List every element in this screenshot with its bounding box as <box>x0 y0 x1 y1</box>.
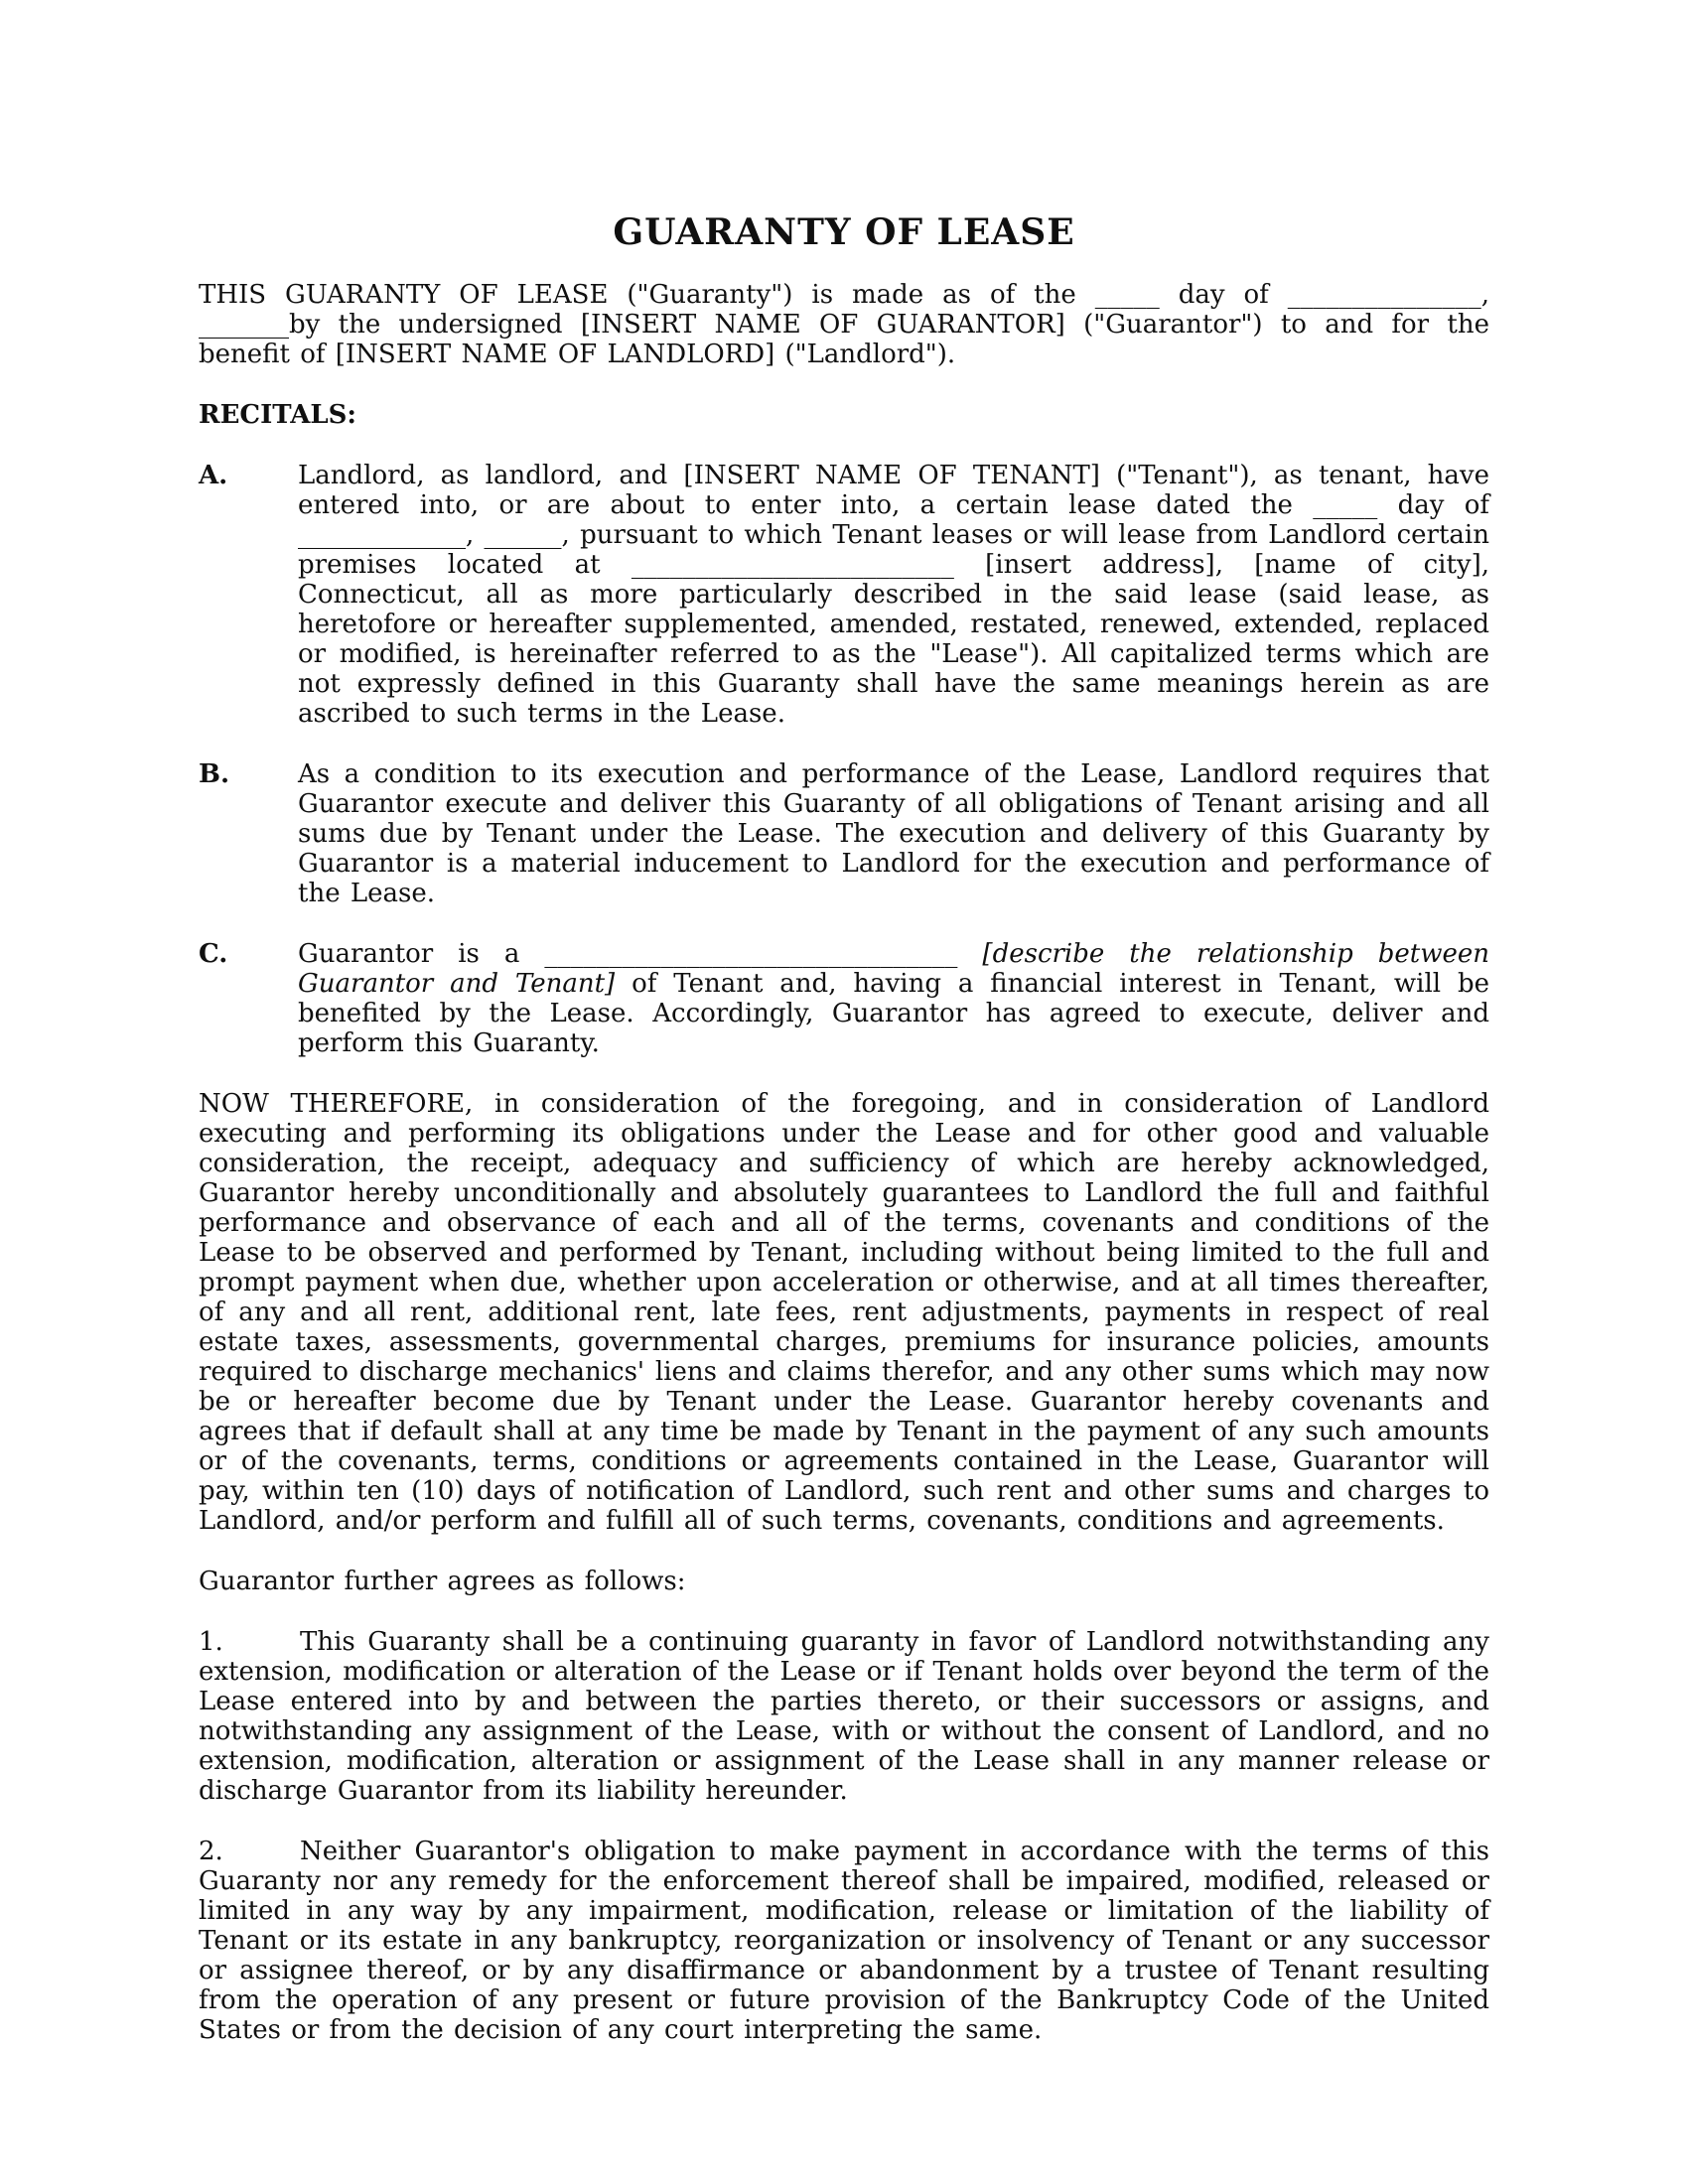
further-agrees-line: Guarantor further agrees as follows: <box>199 1567 686 1596</box>
paragraph-1-text: This Guaranty shall be a continuing guaranty in favor of Landlord notwithstanding any extension, modification or alteration of the Lease or if Tenant holds over beyond the term of the Lease entered into by and between the parties thereto, or their successors or assigns, and notwithstanding any assignment of the Lease, with or without the consent of Landlord, and no extension, modification, alteration or assignment of the Lease shall in any manner release or discharge Guarantor from its liability hereunder. <box>199 1627 1489 1806</box>
now-therefore-paragraph: NOW THEREFORE, in consideration of the foregoing, and in consideration of Landlord executing and performing its obligations under the Lease and for other good and valuable consideration, the receipt, adequacy and sufficiency of which are hereby acknowledged, Guarantor hereby unconditionally and absolutely guarantees to Landlord the full and faithful performance and observance of each and all of the terms, covenants and conditions of the Lease to be observed and performed by Tenant, including without being limited to the full and prompt payment when due, whether upon acceleration or otherwise, and at all times thereafter, of any and all rent, additional rent, late fees, rent adjustments, payments in respect of real estate taxes, assessments, governmental charges, premiums for insurance policies, amounts required to discharge mechanics' liens and claims therefor, and any other sums which may now be or hereafter become due by Tenant under the Lease. Guarantor hereby covenants and agrees that if default shall at any time be made by Tenant in the payment of any such amounts or of the covenants, terms, conditions or agreements contained in the Lease, Guarantor will pay, within ten (10) days of notification of Landlord, such rent and other sums and charges to Landlord, and/or perform and fulfill all of such terms, covenants, conditions and agreements. <box>199 1089 1489 1536</box>
recitals-heading: RECITALS: <box>199 400 357 430</box>
recital-c <box>199 939 1489 1058</box>
paragraph-2-number: 2. <box>199 1837 223 1866</box>
numbered-paragraph-2 <box>199 1837 1489 2045</box>
recital-a <box>199 461 1489 729</box>
paragraph-1-number: 1. <box>199 1627 223 1657</box>
recital-c-text: Guarantor is a ________________________________ [describe the relationship between Guarantor and Tenant] of Tenant and, having a financial interest in Tenant, will be benefited by the Lease. Accordingly, Guarantor has agreed to execute, deliver and perform this Guaranty. <box>298 939 1489 1058</box>
document-title: GUARANTY OF LEASE <box>613 211 1075 253</box>
recital-a-label: A. <box>199 461 228 490</box>
numbered-paragraph-1 <box>199 1627 1489 1806</box>
recital-b-label: B. <box>199 759 230 789</box>
recital-a-text: Landlord, as landlord, and [INSERT NAME OF TENANT] ("Tenant"), as tenant, have entered into, or are about to enter into, a certain lease dated the _____ day of _____________, ______, pursuant to which Tenant leases or will lease from Landlord certain premises located at _________________________ [insert address], [name of city], Connecticut, all as more particularly described in the said lease (said lease, as heretofore or hereafter supplemented, amended, restated, renewed, extended, replaced or modified, is hereinafter referred to as the "Lease"). All capitalized terms which are not expressly defined in this Guaranty shall have the same meanings herein as are ascribed to such terms in the Lease. <box>298 461 1489 729</box>
recital-c-label: C. <box>199 939 228 969</box>
recital-b <box>199 759 1489 908</box>
intro-paragraph: THIS GUARANTY OF LEASE ("Guaranty") is made as of the _____ day of _______________, _______by the undersigned [INSERT NAME OF GUARANTOR] ("Guarantor") to and for the benefit of [INSERT NAME OF LANDLORD] ("Landlord"). <box>199 280 1489 369</box>
recital-b-text: As a condition to its execution and performance of the Lease, Landlord requires that Guarantor execute and deliver this Guaranty of all obligations of Tenant arising and all sums due by Tenant under the Lease. The execution and delivery of this Guaranty by Guarantor is a material inducement to Landlord for the execution and performance of the Lease. <box>298 759 1489 908</box>
paragraph-2-text: Neither Guarantor's obligation to make payment in accordance with the terms of this Guaranty nor any remedy for the enforcement thereof shall be impaired, modified, released or limited in any way by any impairment, modification, release or limitation of the liability of Tenant or its estate in any bankruptcy, reorganization or insolvency of Tenant or any successor or assignee thereof, or by any disaffirmance or abandonment by a trustee of Tenant resulting from the operation of any present or future provision of the Bankruptcy Code of the United States or from the decision of any court interpreting the same. <box>199 1837 1489 2045</box>
